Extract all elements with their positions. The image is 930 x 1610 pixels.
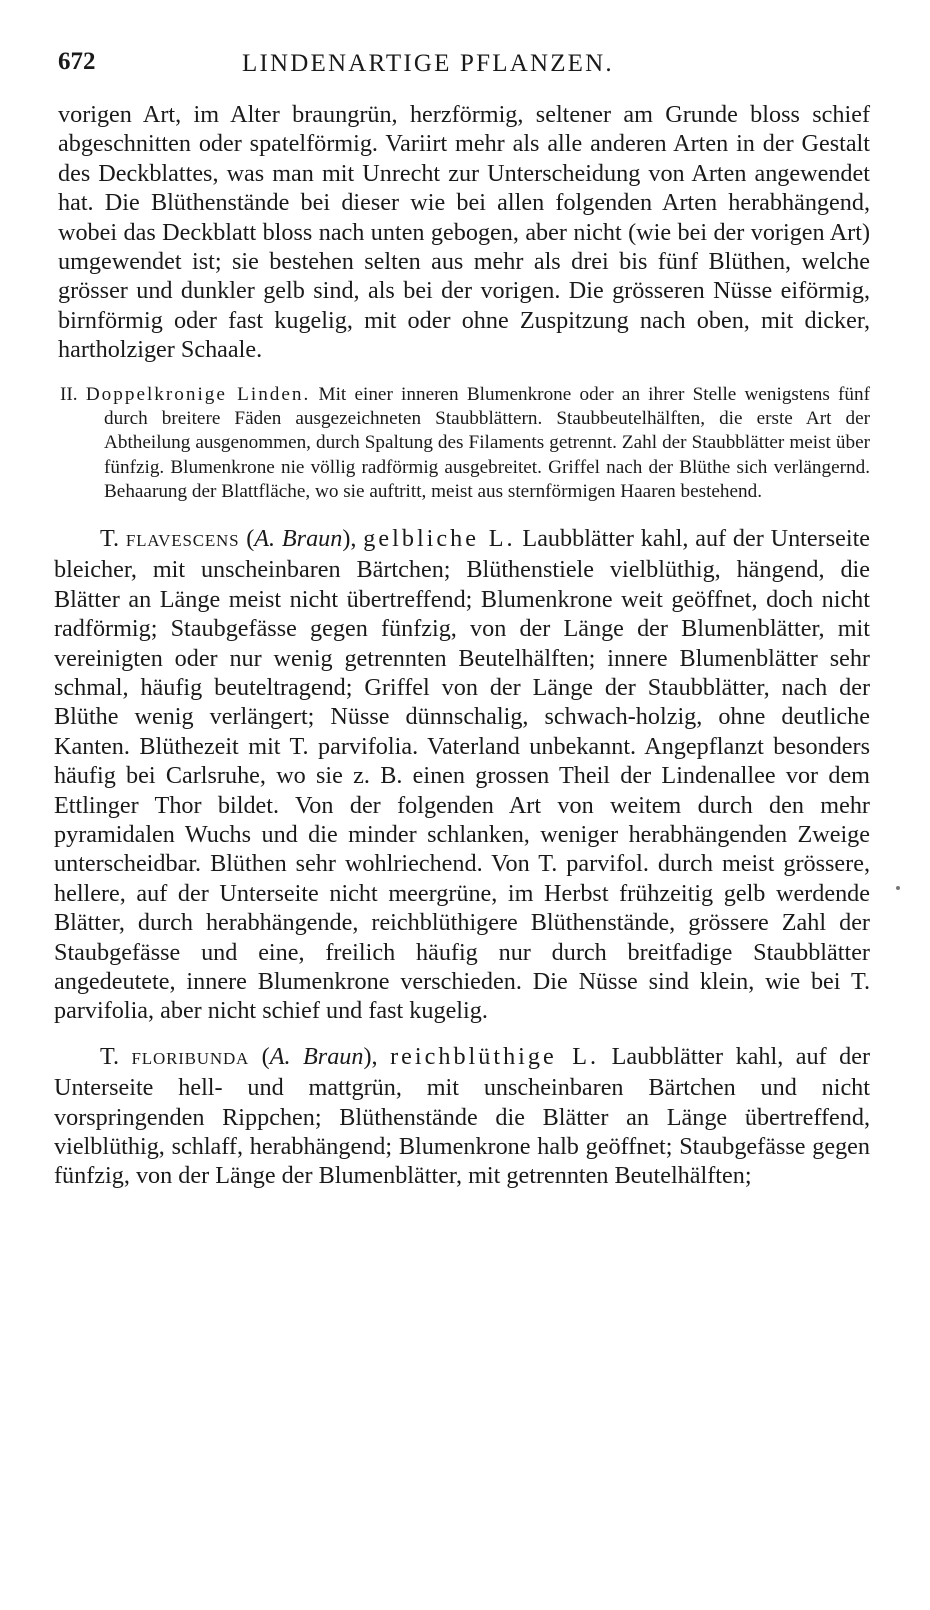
species-author: A. Braun: [269, 1042, 364, 1070]
species-epithet: FLAVESCENS: [125, 530, 240, 550]
species-epithet: FLORIBUNDA: [131, 1048, 250, 1068]
author-open: (: [246, 524, 255, 552]
species-genus: T.: [100, 1042, 120, 1070]
running-title: LINDENARTIGE PFLANZEN.: [242, 50, 614, 77]
species-common-name: gelbliche L.: [363, 524, 516, 552]
species-description: Laubblätter kahl, auf der Unterseite bleicher, mit unscheinbaren Bärtchen; Blüthenstiele vielblüthig, hängend, die Blätter an Länge meist nicht übertreffend; Blumenkrone weit geöffnet, doch nicht radförmig; Staubgefässe gegen fünfzig, von der Länge der Blumenblätter, mit vereinigten oder nur wenig getrennten Beutelhälften; innere Blumenblätter sehr schmal, häufig beuteltragend; Griffel von der Länge der Staubblätter, nach der Blüthe wenig verlängert; Nüsse dünnschalig, schwach-holzig, ohne deutliche Kanten. Blüthezeit mit T. parvifolia. Vaterland unbekannt. Angepflanzt besonders häufig bei Carlsruhe, wo sie z. B. einen grossen Theil der Lindenallee vor dem Ettlinger Thor bildet. Von der folgenden Art von weitem durch den mehr pyramidalen Wuchs und die minder schlanken, weniger herabhängenden Zweige unterscheidbar. Blüthen sehr wohlriechend. Von T. parvifol. durch meist grössere, hellere, auf der Unterseite nicht meergrüne, im Herbst frühzeitig gelb werdende Blätter, durch herabhängende, reichblüthigere Blüthenstände, grössere Zahl der Staubgefässe und eine, freilich häufig nur durch breitfadige Staubblätter angedeutete, innere Blumenkrone verschieden. Die Nüsse sind klein, wie bei T. parvifolia, aber nicht schief und fast kugelig.: [54, 524, 871, 1025]
author-close: ),: [342, 524, 357, 552]
section-heading: Doppelkronige Linden.: [85, 383, 311, 405]
page-body: [52, 44, 870, 1191]
species-entry-flavescens: [52, 524, 870, 1026]
species-genus: T.: [100, 524, 120, 552]
scan-speck: [896, 886, 900, 890]
page-number: 672: [58, 48, 96, 75]
section-text: Mit einer inneren Blumenkrone oder an ihrer Stelle wenigstens fünf durch breitere Fäden ausgezeichneten Staubblättern. Staubbeutelhälften, die erste Art der Abtheilung ausgenommen, durch Spaltung des Filaments getrennt. Zahl der Staubblätter meist über fünfzig. Blumenkrone nie völlig radförmig ausgebreitet. Griffel nach der Blüthe sich verlängernd. Behaarung der Blattfläche, wo sie auftritt, meist aus sternförmigen Haaren bestehend.: [104, 383, 871, 503]
intro-paragraph: vorigen Art, im Alter braungrün, herzförmig, seltener am Grunde bloss schief abgeschnitten oder spatelförmig. Variirt mehr als alle anderen Arten in der Gestalt des Deckblattes, was man mit Unrecht zur Unterscheidung von Arten angewendet hat. Die Blüthenstände bei dieser wie bei allen folgenden Arten herabhängend, wobei das Deckblatt bloss nach unten gebogen, aber nicht (wie bei der vorigen Art) umgewendet ist; sie bestehen selten aus mehr als drei bis fünf Blüthen, welche grösser und dunkler gelb sind, als bei der vorigen. Die grösseren Nüsse eiförmig, birnförmig oder fast kugelig, mit oder ohne Zuspitzung nach oben, mit dicker, hartholziger Schaale.: [58, 101, 870, 364]
author-open: (: [261, 1042, 270, 1070]
species-author: A. Braun: [254, 524, 343, 552]
running-header: [52, 44, 870, 84]
section-numeral: II.: [60, 383, 78, 405]
author-close: ),: [363, 1042, 378, 1070]
species-description: Laubblätter kahl, auf der Unterseite hell- und mattgrün, mit unscheinbaren Bärtchen und nicht vorspringenden Rippchen; Blüthenstände die Blätter an Länge übertreffend, vielblüthig, schlaff, herabhängend; Blumenkrone halb geöffnet; Staubgefässe gegen fünfzig, von der Länge der Blumenblätter, mit getrennten Beutelhälften;: [54, 1042, 871, 1190]
section-ii: [52, 383, 870, 505]
species-entry-floribunda: [52, 1042, 870, 1191]
species-common-name: reichblüthige L.: [390, 1042, 600, 1070]
